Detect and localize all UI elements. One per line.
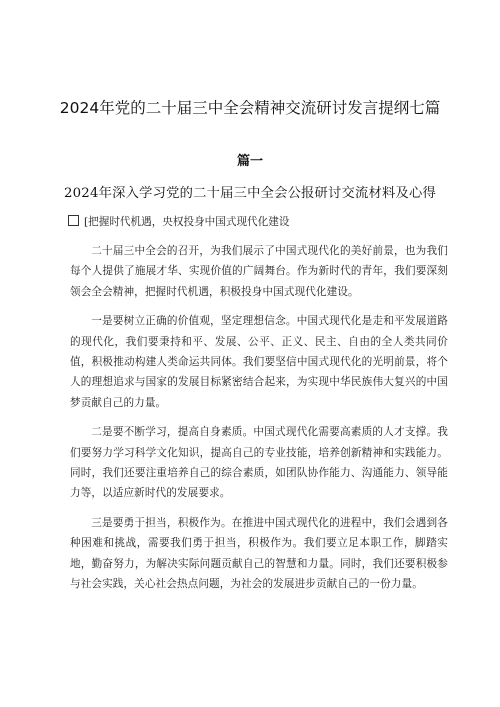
article-body [70,241,448,604]
paragraph-1: 二十届三中全会的召开，为我们展示了中国式现代化的美好前景，也为我们每个人提供了施展才华、实现价值的广阔舞台。作为新时代的青年，我们要深刻领会全会精神，把握时代机遇，积极投身中国式现代化建设。 [70,245,448,298]
subtitle [68,214,289,229]
article-title: 2024年深入学习党的二十届三中全会公报研讨交流材料及心得 [63,186,437,201]
paragraph-4: 三是要勇于担当，积极作为。在推进中国式现代化的进程中，我们会遇到各种困难和挑战，需要我们勇于担当，积极作为。我们要立足本职工作，脚踏实地，勤奋努力，为解决实际问题贡献自己的智慧和力量。同时，我们还要积极参与社会实践，关心社会热点问题，为社会的发展进步贡献自己的一份力量。 [70,516,448,591]
checkbox-square-icon [68,215,79,226]
paragraph-2: 一是要树立正确的价值观，坚定理想信念。中国式现代化是走和平发展道路的现代化，我们要秉持和平、发展、公平、正义、民主、自由的全人类共同价值，积极推动构建人类命运共同体。我们要坚信中国式现代化的光明前景，将个人的理想追求与国家的发展目标紧密结合起来，为实现中华民族伟大复兴的中国梦贡献自己的力量。 [70,315,448,409]
subtitle-text: [把握时代机遇，央权投身中国式现代化建设 [84,216,290,228]
section-label: 篇一 [236,154,263,169]
document-title: 2024年党的二十届三中全会精神交流研讨发言提纲七篇 [59,99,441,117]
paragraph-3: 二是要不断学习，提高自身素质。中国式现代化需要高素质的人才支撑。我们要努力学习科学文化知识，提高自己的专业技能，培养创新精神和实践能力。同时，我们还要注重培养自己的综合素质，如团队协作能力、沟通能力、领导能力等，以适应新时代的发展要求。 [70,426,448,500]
